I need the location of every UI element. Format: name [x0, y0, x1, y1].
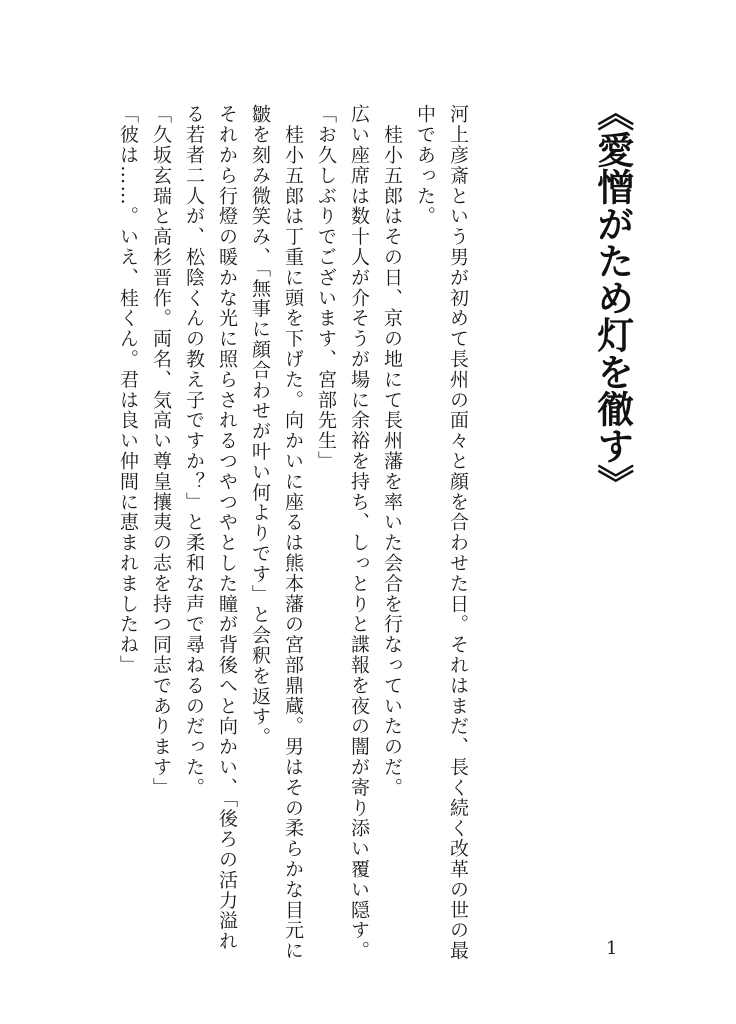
paragraph: 桂小五郎は丁重に頭を下げた。向かいに座るは熊本藩の宮部鼎蔵。男はその柔らかな目元に皺を刻み微笑み、「無事に顔合わせが叶い何よりです」と会釈を返す。	[249, 104, 304, 961]
paragraph: 桂小五郎はその日、京の地にて長州藩を率いた会合を行なっていたのだ。	[381, 104, 403, 798]
chapter-title: 《愛憎がため灯を徹す》	[590, 94, 635, 501]
paragraph: 河上彦斎という男が初めて長州の面々と顔を合わせた日。それはまだ、長く続く改革の世の最中であった。	[414, 104, 469, 961]
page-number: 1	[606, 938, 618, 959]
paragraph: 「久坂玄瑞と高杉晋作。両名、気高い尊皇攘夷の志を持つ同志であります」	[150, 104, 172, 798]
paragraph: それから行燈の暖かな光に照らされるつやつやとした瞳が背後へと向かい、「後ろの活力溢れる若者二人が、松陰くんの教え子ですか？」と柔和な声で尋ねるのだった。	[183, 104, 238, 952]
paragraph: 「彼は……。いえ、桂くん。君は良い仲間に恵まれましたね」	[117, 104, 139, 676]
paragraph: 広い座席は数十人が介そうが場に余裕を持ち、しっとりと諜報を夜の闇が寄り添い覆い隠す。	[348, 104, 370, 961]
body-text	[111, 104, 474, 964]
paragraph: 「お久しぶりでございます、宮部先生」	[315, 104, 337, 472]
